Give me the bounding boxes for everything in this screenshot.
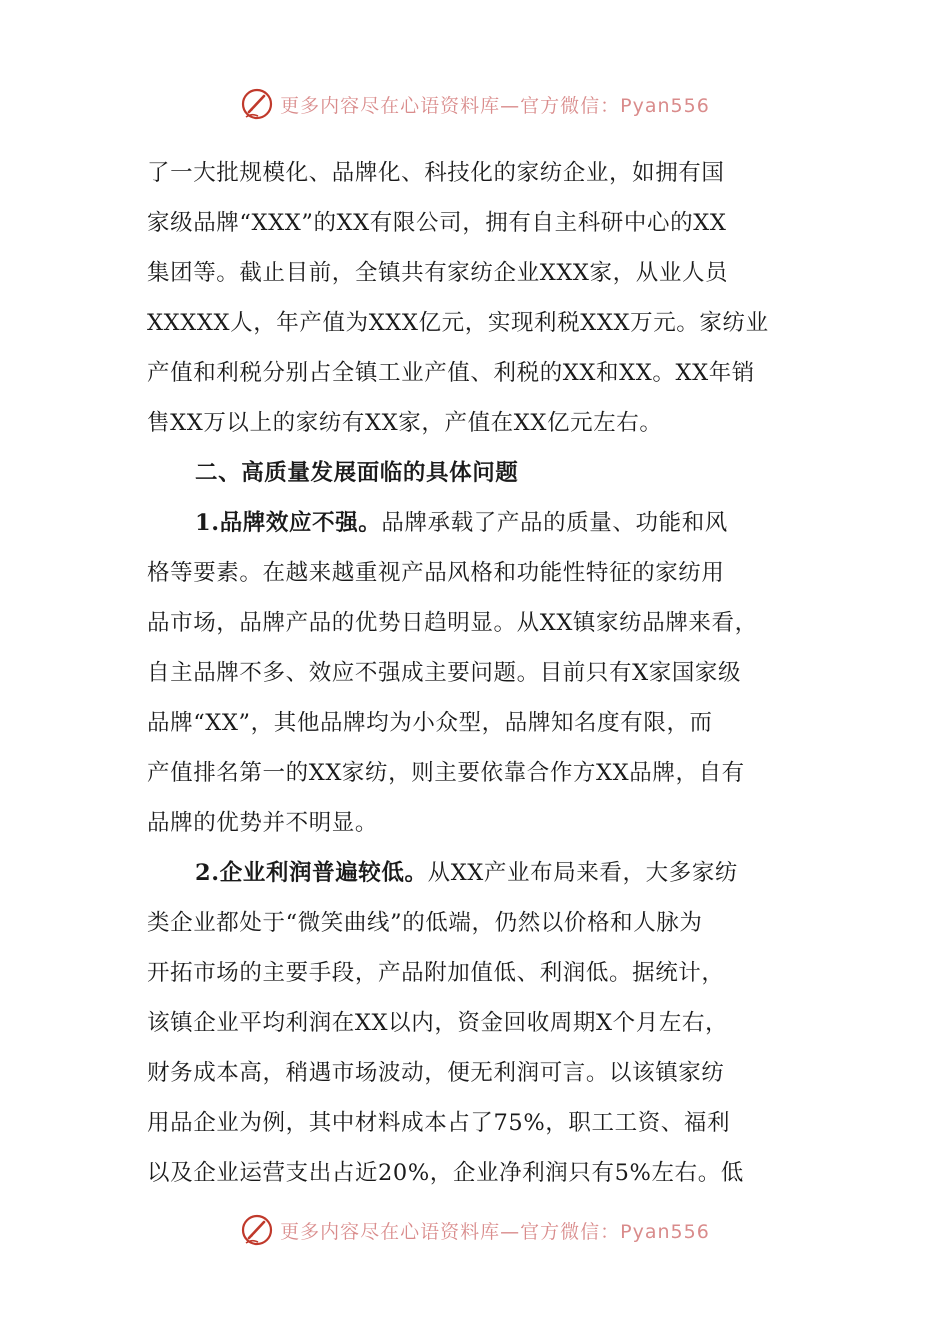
paragraph-line: 财务成本高，稍遇市场波动，便无利润可言。以该镇家纺 <box>147 1060 725 1086</box>
watermark-text: 更多内容尽在心语资料库—官方微信：Pyan556 <box>280 1220 710 1243</box>
paragraph-line: 了一大批规模化、品牌化、科技化的家纺企业，如拥有国 <box>147 160 725 186</box>
paragraph-text: 从XX产业布局来看，大多家纺 <box>427 860 739 886</box>
paragraph-line: 该镇企业平均利润在XX以内，资金回收周期X个月左右， <box>147 1010 729 1036</box>
paragraph-line: 开拓市场的主要手段，产品附加值低、利润低。据统计， <box>147 960 725 986</box>
pen-logo-icon <box>240 1213 274 1247</box>
paragraph-line: 类企业都处于“微笑曲线”的低端，仍然以价格和人脉为 <box>147 910 703 936</box>
paragraph-line: 以及企业运营支出占近20%，企业净利润只有5%左右。低 <box>147 1160 744 1186</box>
watermark-text: 更多内容尽在心语资料库—官方微信：Pyan556 <box>280 94 710 117</box>
paragraph-line: 格等要素。在越来越重视产品风格和功能性特征的家纺用 <box>147 560 725 586</box>
paragraph-line: 售XX万以上的家纺有XX家，产值在XX亿元左右。 <box>147 410 663 436</box>
paragraph-line: 集团等。截止目前，全镇共有家纺企业XXX家，从业人员 <box>147 260 729 286</box>
paragraph-line: 自主品牌不多、效应不强成主要问题。目前只有X家国家级 <box>147 660 742 686</box>
paragraph-line: 用品企业为例，其中材料成本占了75%，职工工资、福利 <box>147 1110 731 1136</box>
paragraph-line <box>147 848 807 898</box>
paragraph-line: 产值和利税分别占全镇工业产值、利税的XX和XX。XX年销 <box>147 360 755 386</box>
paragraph-line: 家级品牌“XXX”的XX有限公司，拥有自主科研中心的XX <box>147 210 727 236</box>
subheading-lead: 1.品牌效应不强。 <box>195 510 382 536</box>
header-watermark <box>0 84 950 124</box>
paragraph-line: XXXXX人，年产值为XXX亿元，实现利税XXX万元。家纺业 <box>147 310 769 336</box>
paragraph-line: 品牌“XX”，其他品牌均为小众型，品牌知名度有限，而 <box>147 710 713 736</box>
paragraph-line: 品市场，品牌产品的优势日趋明显。从XX镇家纺品牌来看， <box>147 610 758 636</box>
paragraph-line: 产值排名第一的XX家纺，则主要依靠合作方XX品牌，自有 <box>147 760 745 786</box>
paragraph-line <box>147 498 807 548</box>
subheading-lead: 2.企业利润普遍较低。 <box>195 860 428 886</box>
paragraph-text: 品牌承载了产品的质量、功能和风 <box>381 510 728 536</box>
document-body <box>147 148 807 1198</box>
paragraph-line: 品牌的优势并不明显。 <box>147 810 379 836</box>
section-heading: 二、高质量发展面临的具体问题 <box>195 460 519 486</box>
pen-logo-icon <box>240 87 274 121</box>
footer-watermark <box>0 1210 950 1250</box>
